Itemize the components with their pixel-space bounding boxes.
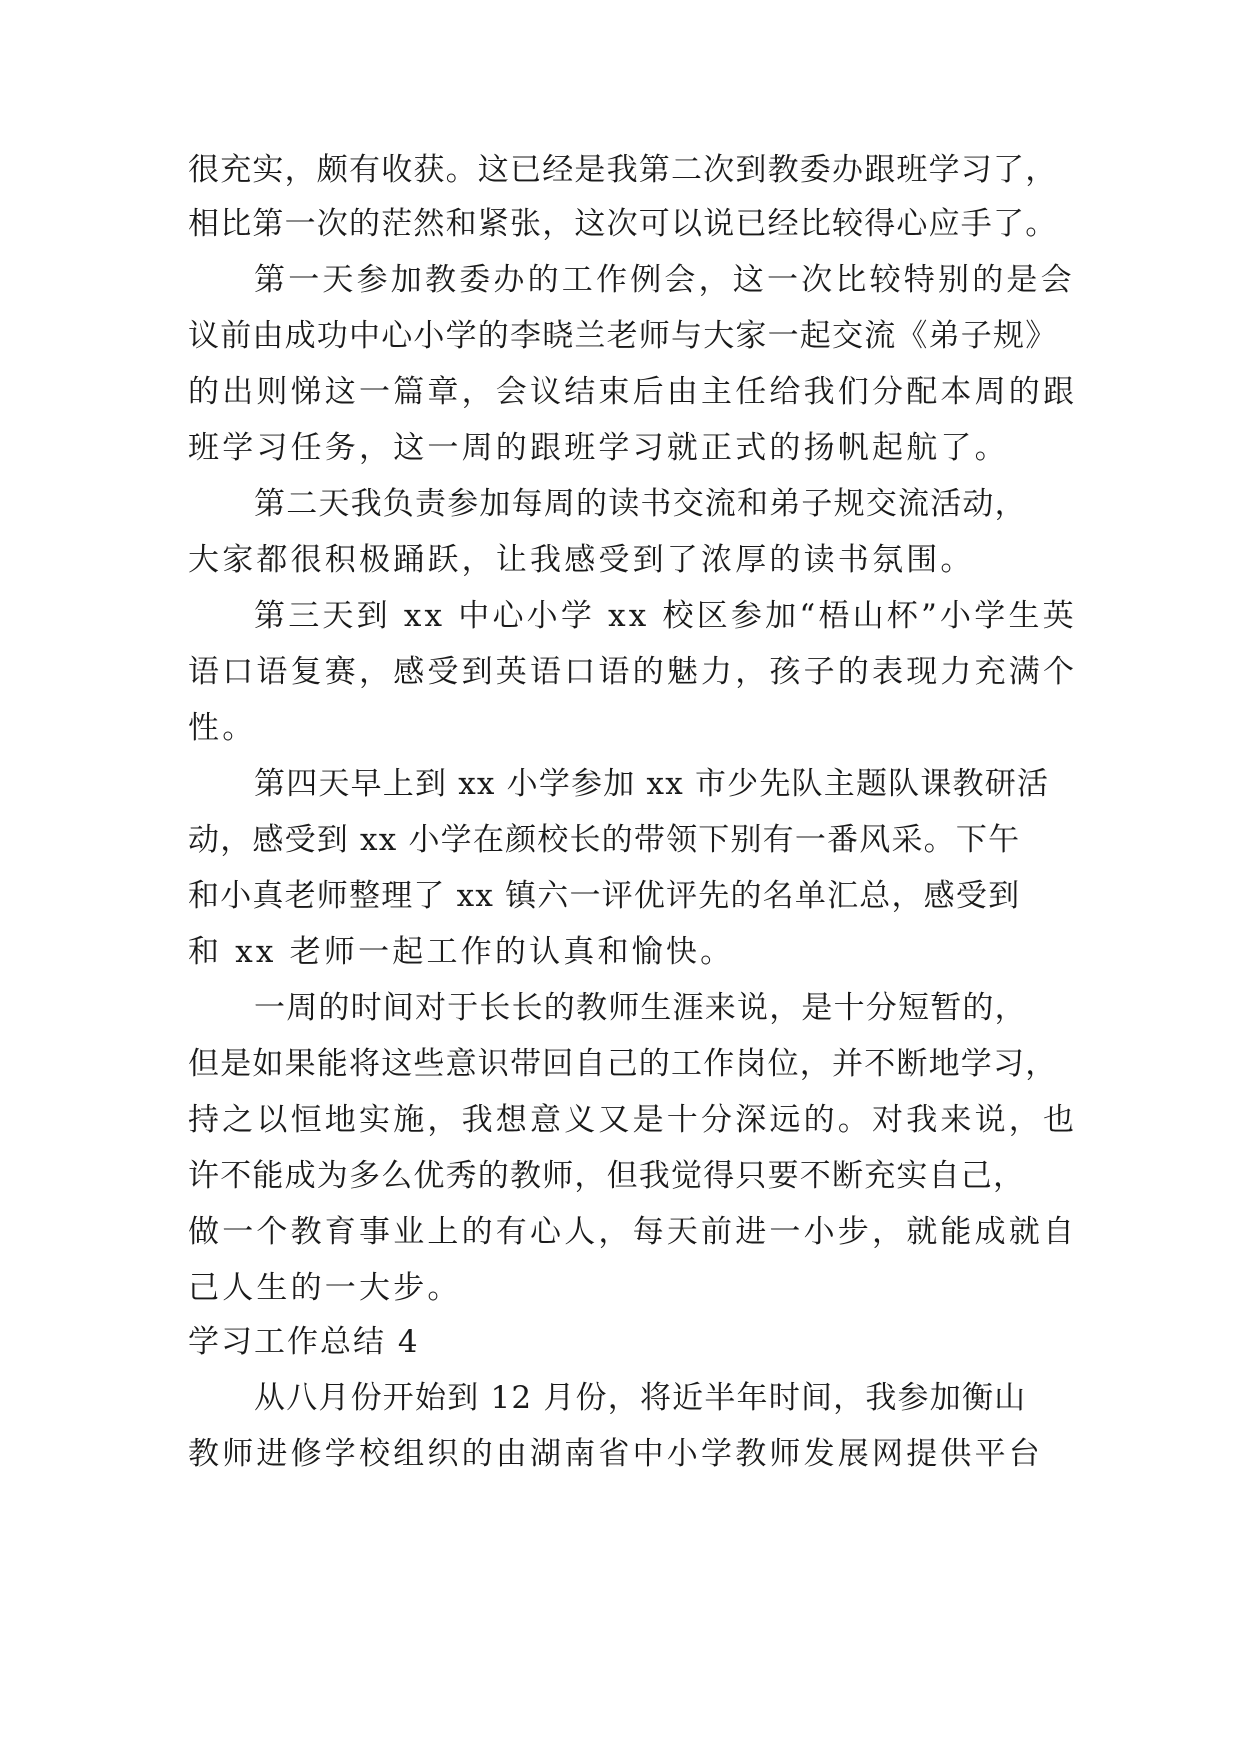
text-line: 和 xx 老师一起工作的认真和愉快。: [188, 934, 735, 970]
paragraph-first-line: 一周的时间对于长长的教师生涯来说，是十分短暂的，: [254, 990, 1027, 1026]
text-line: 持之以恒地实施，我想意义又是十分深远的。对我来说，也: [188, 1102, 1078, 1138]
text-line: 相比第一次的茫然和紧张，这次可以说已经比较得心应手了。: [188, 206, 1058, 242]
paragraph-first-line: 第三天到 xx 中心小学 xx 校区参加“梧山杯”小学生英: [254, 598, 1077, 634]
section-heading: 学习工作总结 4: [188, 1324, 420, 1360]
text-line: 和小真老师整理了 xx 镇六一评优评先的名单汇总，感受到: [188, 878, 1021, 914]
paragraph-first-line: 第一天参加教委办的工作例会，这一次比较特别的是会: [254, 262, 1075, 298]
text-line: 许不能成为多么优秀的教师，但我觉得只要不断充实自己，: [188, 1158, 1026, 1194]
paragraph-first-line: 从八月份开始到 12 月份，将近半年时间，我参加衡山: [254, 1380, 1027, 1416]
text-line: 做一个教育事业上的有心人，每天前进一小步，就能成就自: [188, 1214, 1078, 1250]
text-line: 己人生的一大步。: [188, 1270, 462, 1306]
text-line: 教师进修学校组织的由湖南省中小学教师发展网提供平台: [188, 1436, 1043, 1472]
text-line: 议前由成功中心小学的李晓兰老师与大家一起交流《弟子规》: [188, 318, 1058, 354]
text-line: 的出则悌这一篇章，会议结束后由主任给我们分配本周的跟: [188, 374, 1078, 410]
text-line: 语口语复赛，感受到英语口语的魅力，孩子的表现力充满个: [188, 654, 1078, 690]
text-line: 很充实，颇有收获。这已经是我第二次到教委办跟班学习了，: [188, 152, 1058, 188]
text-line: 但是如果能将这些意识带回自己的工作岗位，并不断地学习，: [188, 1046, 1058, 1082]
paragraph-first-line: 第二天我负责参加每周的读书交流和弟子规交流活动，: [254, 486, 1027, 522]
text-line: 动，感受到 xx 小学在颜校长的带领下别有一番风采。下午: [188, 822, 1021, 858]
text-line: 大家都很积极踊跃，让我感受到了浓厚的读书氛围。: [188, 542, 975, 578]
text-line: 班学习任务，这一周的跟班学习就正式的扬帆起航了。: [188, 430, 1009, 466]
text-line: 性。: [188, 710, 257, 746]
paragraph-first-line: 第四天早上到 xx 小学参加 xx 市少先队主题队课教研活: [254, 766, 1050, 802]
